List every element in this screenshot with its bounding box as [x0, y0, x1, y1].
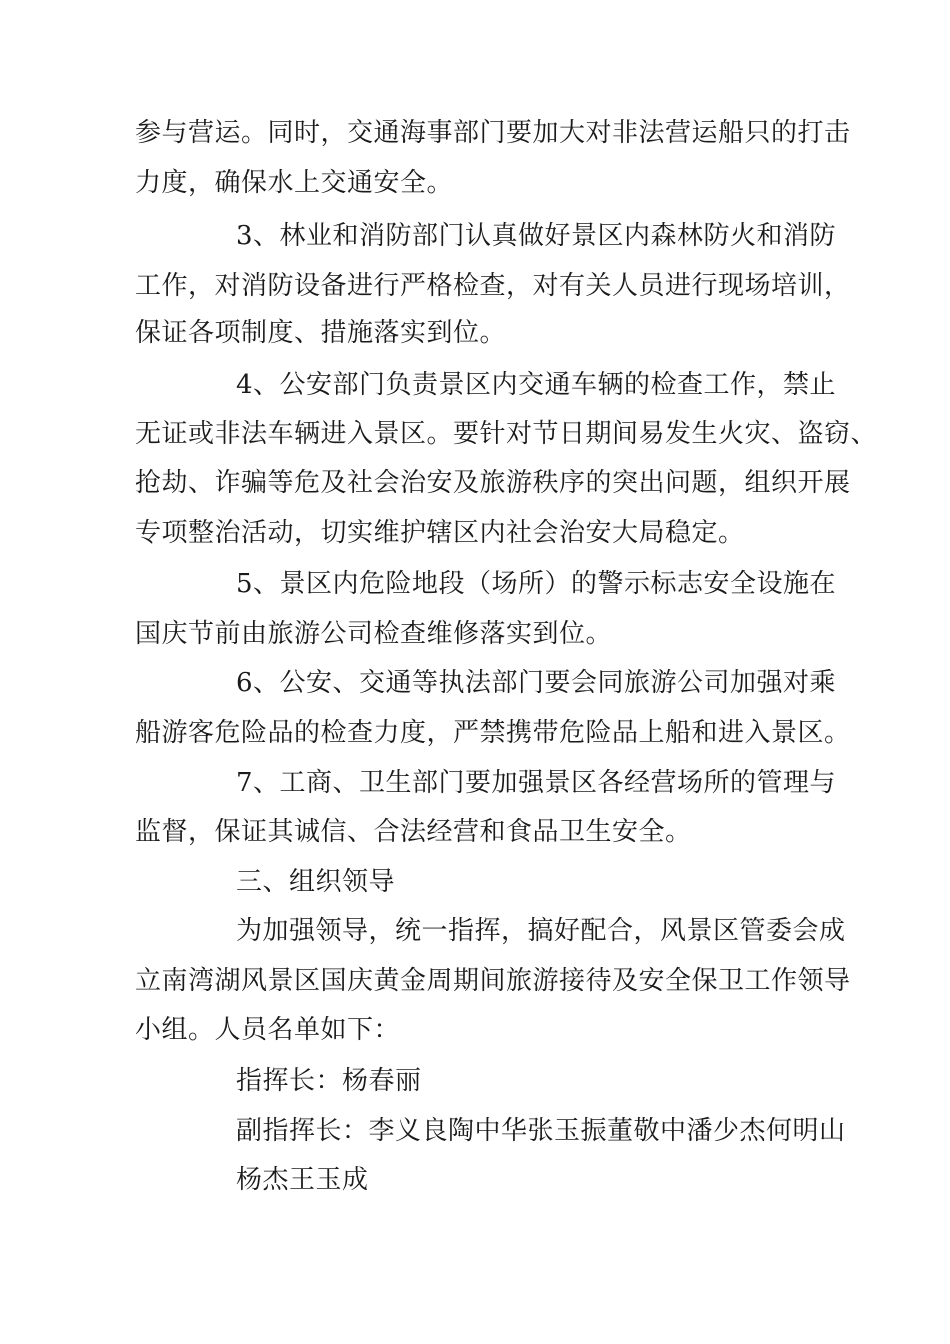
- text-line: 工作，对消防设备进行严格检查，对有关人员进行现场培训，: [135, 271, 851, 301]
- text-line: 指挥长：杨春丽: [236, 1066, 422, 1096]
- text-line: 船游客危险品的检查力度，严禁携带危险品上船和进入景区。: [135, 718, 851, 748]
- text-line: 参与营运。同时，交通海事部门要加大对非法营运船只的打击: [135, 118, 851, 148]
- text-line: 杨杰王玉成: [236, 1165, 369, 1195]
- text-line: 7、工商、卫生部门要加强景区各经营场所的管理与: [236, 768, 837, 798]
- text-line: 无证或非法车辆进入景区。要针对节日期间易发生火灾、盗窃、: [135, 419, 878, 449]
- text-line: 立南湾湖风景区国庆黄金周期间旅游接待及安全保卫工作领导: [135, 966, 851, 996]
- text-line: 力度，确保水上交通安全。: [135, 168, 454, 198]
- section-heading: 三、组织领导: [236, 867, 396, 897]
- text-line: 6、公安、交通等执法部门要会同旅游公司加强对乘: [236, 668, 837, 698]
- text-line: 小组。人员名单如下：: [135, 1015, 401, 1045]
- text-line: 5、景区内危险地段（场所）的警示标志安全设施在: [236, 569, 837, 599]
- text-line: 为加强领导，统一指挥，搞好配合，风景区管委会成: [236, 916, 846, 946]
- text-line: 保证各项制度、措施落实到位。: [135, 318, 507, 348]
- text-line: 4、公安部门负责景区内交通车辆的检查工作，禁止: [236, 370, 837, 400]
- text-line: 专项整治活动，切实维护辖区内社会治安大局稳定。: [135, 518, 745, 548]
- text-line: 3、林业和消防部门认真做好景区内森林防火和消防: [236, 221, 837, 251]
- text-line: 监督，保证其诚信、合法经营和食品卫生安全。: [135, 817, 692, 847]
- text-line: 国庆节前由旅游公司检查维修落实到位。: [135, 619, 613, 649]
- text-line: 副指挥长：李义良陶中华张玉振董敬中潘少杰何明山: [236, 1116, 846, 1146]
- text-line: 抢劫、诈骗等危及社会治安及旅游秩序的突出问题，组织开展: [135, 468, 851, 498]
